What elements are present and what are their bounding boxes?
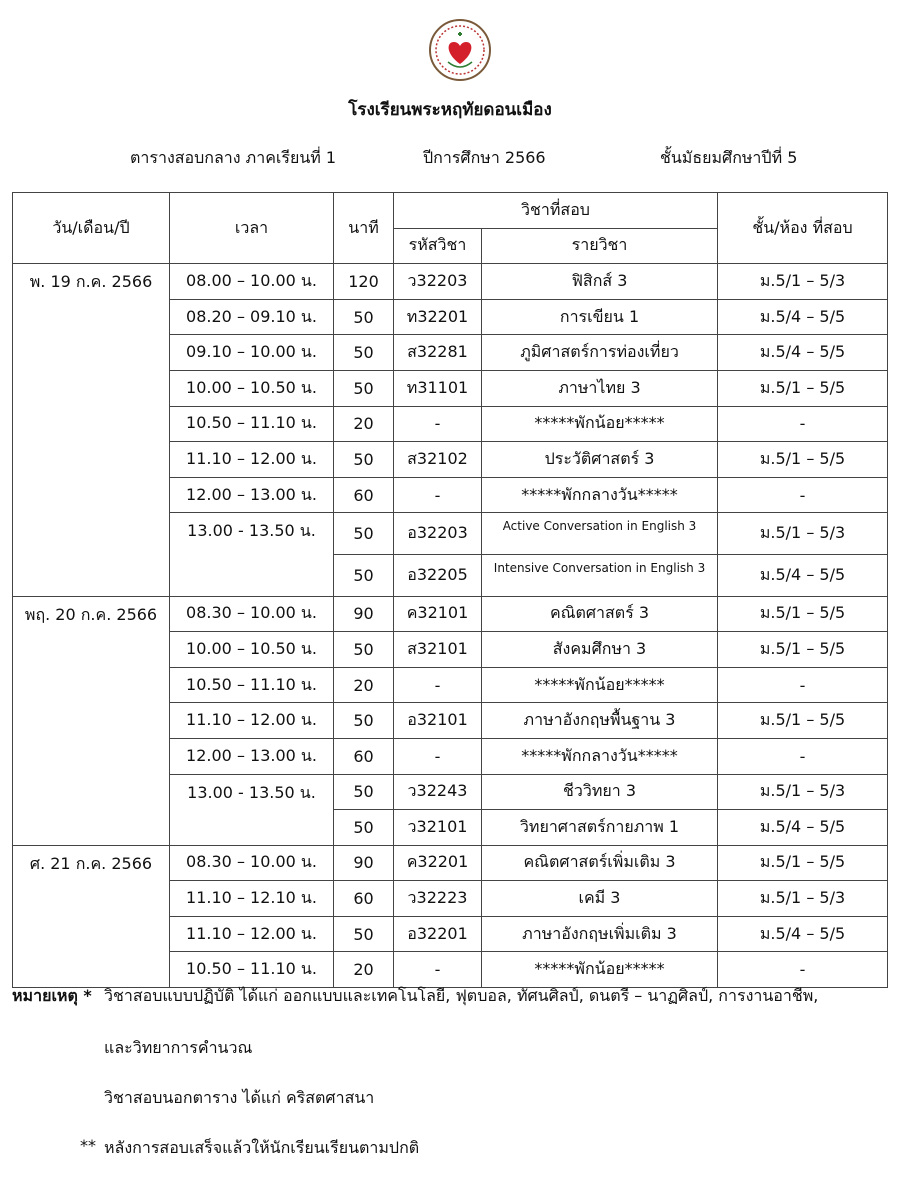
room-cell: ม.5/4 – 5/5 [718,554,888,596]
room-cell: ม.5/1 – 5/5 [718,596,888,632]
table-row [13,264,888,300]
code-cell: ว32223 [394,881,482,917]
col-header-subject-group: วิชาที่สอบ [394,193,718,229]
subject-cell: *****พักกลางวัน***** [482,738,718,774]
subject-cell: ภูมิศาสตร์การท่องเที่ยว [482,335,718,371]
room-cell: ม.5/1 – 5/5 [718,845,888,881]
note-line-2: และวิทยาการคำนวณ [104,1038,253,1057]
code-cell: - [394,477,482,513]
code-cell: ว32203 [394,264,482,300]
col-header-time: เวลา [170,193,334,264]
minutes-cell: 50 [334,916,394,952]
time-cell: 11.10 – 12.00 น. [170,916,334,952]
schedule-title: ตารางสอบกลาง ภาคเรียนที่ 1 [130,148,337,167]
code-cell: - [394,738,482,774]
code-cell: ส32102 [394,442,482,478]
code-cell: อ32101 [394,703,482,739]
minutes-cell: 50 [334,335,394,371]
minutes-cell: 20 [334,952,394,988]
minutes-cell: 50 [334,370,394,406]
code-cell: ว32243 [394,774,482,810]
room-cell: ม.5/4 – 5/5 [718,916,888,952]
day-date: ศ. 21 ก.ค. 2566 [13,845,170,987]
minutes-cell: 60 [334,477,394,513]
exam-schedule-table [12,192,888,988]
code-cell: ส32281 [394,335,482,371]
code-cell: ค32201 [394,845,482,881]
subject-cell: *****พักน้อย***** [482,667,718,703]
time-cell: 10.50 – 11.10 น. [170,667,334,703]
table-row [13,845,888,881]
header-row [13,193,888,229]
room-cell: - [718,477,888,513]
time-cell: 11.10 – 12.00 น. [170,442,334,478]
code-cell: - [394,952,482,988]
time-cell: 11.10 – 12.00 น. [170,703,334,739]
code-cell: อ32201 [394,916,482,952]
time-cell: 13.00 - 13.50 น. [170,513,334,596]
code-cell: ส32101 [394,632,482,668]
minutes-cell: 60 [334,881,394,917]
room-cell: ม.5/1 – 5/5 [718,370,888,406]
subject-cell: วิทยาศาสตร์กายภาพ 1 [482,810,718,846]
room-cell: - [718,406,888,442]
code-cell: อ32203 [394,513,482,555]
room-cell: ม.5/1 – 5/3 [718,881,888,917]
minutes-cell: 50 [334,554,394,596]
minutes-cell: 50 [334,442,394,478]
minutes-cell: 20 [334,667,394,703]
minutes-cell: 20 [334,406,394,442]
code-cell: อ32205 [394,554,482,596]
room-cell: - [718,667,888,703]
code-cell: ท31101 [394,370,482,406]
minutes-cell: 90 [334,845,394,881]
code-cell: ว32101 [394,810,482,846]
note-marker-2: ** [80,1136,96,1155]
time-cell: 13.00 - 13.50 น. [170,774,334,845]
table-row [13,596,888,632]
room-cell: ม.5/4 – 5/5 [718,299,888,335]
time-cell: 12.00 – 13.00 น. [170,477,334,513]
subject-cell: ประวัติศาสตร์ 3 [482,442,718,478]
room-cell: - [718,952,888,988]
subject-cell: ชีววิทยา 3 [482,774,718,810]
room-cell: ม.5/1 – 5/3 [718,513,888,555]
note-line-1: วิชาสอบแบบปฏิบัติ ได้แก่ ออกแบบและเทคโนโลยี, ฟุตบอล, ทัศนศิลป์, ดนตรี – นาฏศิลป์, การงานอาชีพ, [104,986,819,1005]
room-cell: ม.5/1 – 5/3 [718,774,888,810]
room-cell: ม.5/4 – 5/5 [718,810,888,846]
time-cell: 08.20 – 09.10 น. [170,299,334,335]
minutes-cell: 50 [334,774,394,810]
subject-cell: การเขียน 1 [482,299,718,335]
note-line-4: หลังการสอบเสร็จแล้วให้นักเรียนเรียนตามปกติ [104,1138,420,1157]
minutes-cell: 120 [334,264,394,300]
subject-cell: คณิตศาสตร์เพิ่มเติม 3 [482,845,718,881]
time-cell: 11.10 – 12.10 น. [170,881,334,917]
time-cell: 12.00 – 13.00 น. [170,738,334,774]
room-cell: - [718,738,888,774]
code-cell: ท32201 [394,299,482,335]
subject-cell: ฟิสิกส์ 3 [482,264,718,300]
notes-label: หมายเหตุ * [12,986,92,1005]
room-cell: ม.5/1 – 5/5 [718,632,888,668]
subject-cell: ภาษาไทย 3 [482,370,718,406]
code-cell: ค32101 [394,596,482,632]
grade-level: ชั้นมัธยมศึกษาปีที่ 5 [660,148,798,167]
day-date: พฤ. 20 ก.ค. 2566 [13,596,170,845]
code-cell: - [394,406,482,442]
col-header-minutes: นาที [334,193,394,264]
minutes-cell: 50 [334,513,394,555]
minutes-cell: 50 [334,632,394,668]
time-cell: 08.30 – 10.00 น. [170,845,334,881]
subject-cell: Intensive Conversation in English 3 [482,554,718,596]
room-cell: ม.5/1 – 5/3 [718,264,888,300]
time-cell: 09.10 – 10.00 น. [170,335,334,371]
time-cell: 08.00 – 10.00 น. [170,264,334,300]
subject-cell: *****พักน้อย***** [482,952,718,988]
school-seal-logo [428,18,492,82]
subject-cell: เคมี 3 [482,881,718,917]
minutes-cell: 50 [334,299,394,335]
school-name: โรงเรียนพระหฤทัยดอนเมือง [348,100,552,120]
col-header-code: รหัสวิชา [394,228,482,264]
time-cell: 10.00 – 10.50 น. [170,632,334,668]
subject-cell: *****พักน้อย***** [482,406,718,442]
time-cell: 08.30 – 10.00 น. [170,596,334,632]
minutes-cell: 50 [334,810,394,846]
subject-cell: คณิตศาสตร์ 3 [482,596,718,632]
minutes-cell: 60 [334,738,394,774]
time-cell: 10.50 – 11.10 น. [170,952,334,988]
time-cell: 10.00 – 10.50 น. [170,370,334,406]
subject-cell: ภาษาอังกฤษเพิ่มเติม 3 [482,916,718,952]
subject-cell: *****พักกลางวัน***** [482,477,718,513]
col-header-subject: รายวิชา [482,228,718,264]
minutes-cell: 90 [334,596,394,632]
time-cell: 10.50 – 11.10 น. [170,406,334,442]
subject-cell: ภาษาอังกฤษพื้นฐาน 3 [482,703,718,739]
academic-year: ปีการศึกษา 2566 [423,148,546,167]
minutes-cell: 50 [334,703,394,739]
subject-cell: สังคมศึกษา 3 [482,632,718,668]
subject-cell: Active Conversation in English 3 [482,513,718,555]
col-header-date: วัน/เดือน/ปี [13,193,170,264]
room-cell: ม.5/4 – 5/5 [718,335,888,371]
room-cell: ม.5/1 – 5/5 [718,703,888,739]
code-cell: - [394,667,482,703]
room-cell: ม.5/1 – 5/5 [718,442,888,478]
note-line-3: วิชาสอบนอกตาราง ได้แก่ คริสตศาสนา [104,1088,375,1107]
col-header-room: ชั้น/ห้อง ที่สอบ [718,193,888,264]
day-date: พ. 19 ก.ค. 2566 [13,264,170,596]
